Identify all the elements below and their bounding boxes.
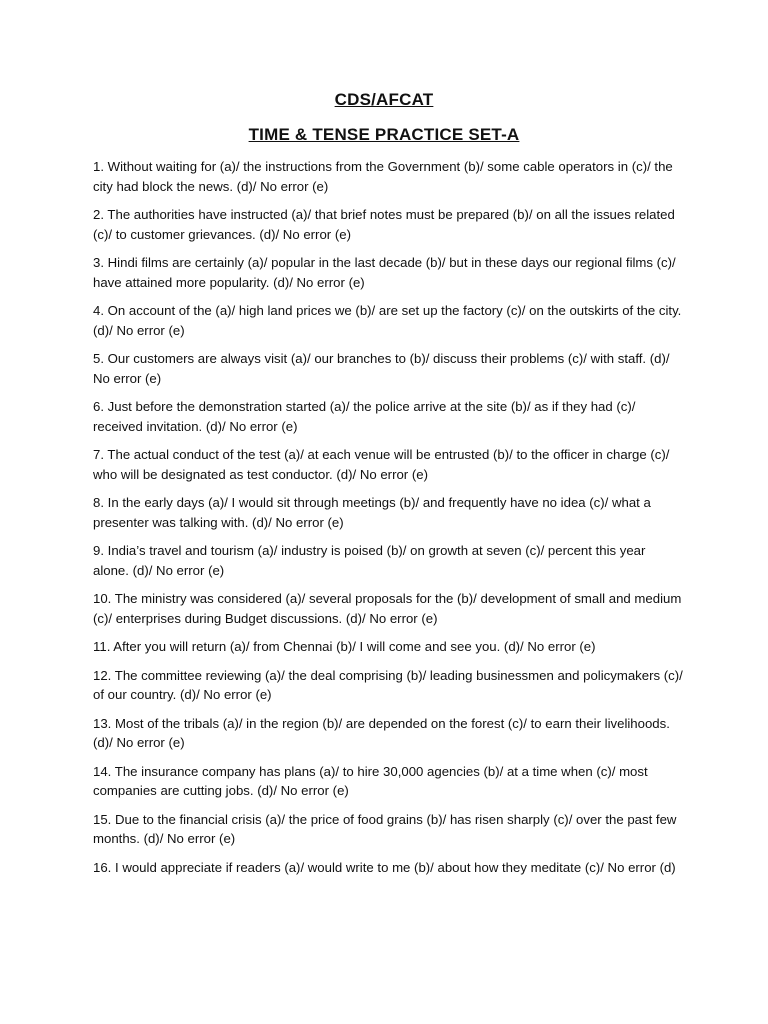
question-item: 13. Most of the tribals (a)/ in the region (b)/ are depended on the forest (c)/ to earn their livelihoods. (d)/ No error (e) xyxy=(93,715,670,750)
question-item: 6. Just before the demonstration started (a)/ the police arrive at the site (b)/ as if they had (c)/ received invitation. (d)/ No error (e) xyxy=(93,399,636,434)
question-item: 11. After you will return (a)/ from Chennai (b)/ I will come and see you. (d)/ No error (e) xyxy=(93,639,596,654)
question-item: 8. In the early days (a)/ I would sit through meetings (b)/ and frequently have no idea (c)/ what a presenter was talking with. (d)/ No error (e) xyxy=(93,495,651,530)
question-list xyxy=(93,157,683,886)
document-title: CDS/AFCAT xyxy=(334,90,434,109)
question-item: 16. I would appreciate if readers (a)/ would write to me (b)/ about how they meditate (c)/ No error (d) xyxy=(93,859,676,875)
question-item: 1. Without waiting for (a)/ the instructions from the Government (b)/ some cable operators in (c)/ the city had block the news. (d)/ No error (e) xyxy=(93,159,673,194)
question-item: 3. Hindi films are certainly (a)/ popular in the last decade (b)/ but in these days our regional films (c)/ have attained more popularity. (d)/ No error (e) xyxy=(93,255,676,290)
question-item: 15. Due to the financial crisis (a)/ the price of food grains (b)/ has risen sharply (c)/ over the past few months. (d)/ No error (e) xyxy=(93,811,677,846)
question-item: 7. The actual conduct of the test (a)/ at each venue will be entrusted (b)/ to the officer in charge (c)/ who will be designated as test conductor. (d)/ No error (e) xyxy=(93,447,670,482)
question-item: 5. Our customers are always visit (a)/ our branches to (b)/ discuss their problems (c)/ with staff. (d)/ No error (e) xyxy=(93,351,670,386)
document-subtitle: TIME & TENSE PRACTICE SET-A xyxy=(248,125,520,144)
question-item: 10. The ministry was considered (a)/ several proposals for the (b)/ development of small and medium (c)/ enterprises during Budget discussions. (d)/ No error (e) xyxy=(93,591,682,626)
question-item: 12. The committee reviewing (a)/ the deal comprising (b)/ leading businessmen and policymakers (c)/ of our country. (d)/ No error (e) xyxy=(93,667,683,702)
question-item: 14. The insurance company has plans (a)/ to hire 30,000 agencies (b)/ at a time when (c)/ most companies are cutting jobs. (d)/ No error (e) xyxy=(93,763,648,798)
question-item: 9. India’s travel and tourism (a)/ industry is poised (b)/ on growth at seven (c)/ percent this year alone. (d)/ No error (e) xyxy=(93,543,646,578)
question-item: 4. On account of the (a)/ high land prices we (b)/ are set up the factory (c)/ on the outskirts of the city. (d)/ No error (e) xyxy=(93,303,682,338)
question-item: 2. The authorities have instructed (a)/ that brief notes must be prepared (b)/ on all the issues related (c)/ to customer grievances. (d)/ No error (e) xyxy=(93,207,675,242)
